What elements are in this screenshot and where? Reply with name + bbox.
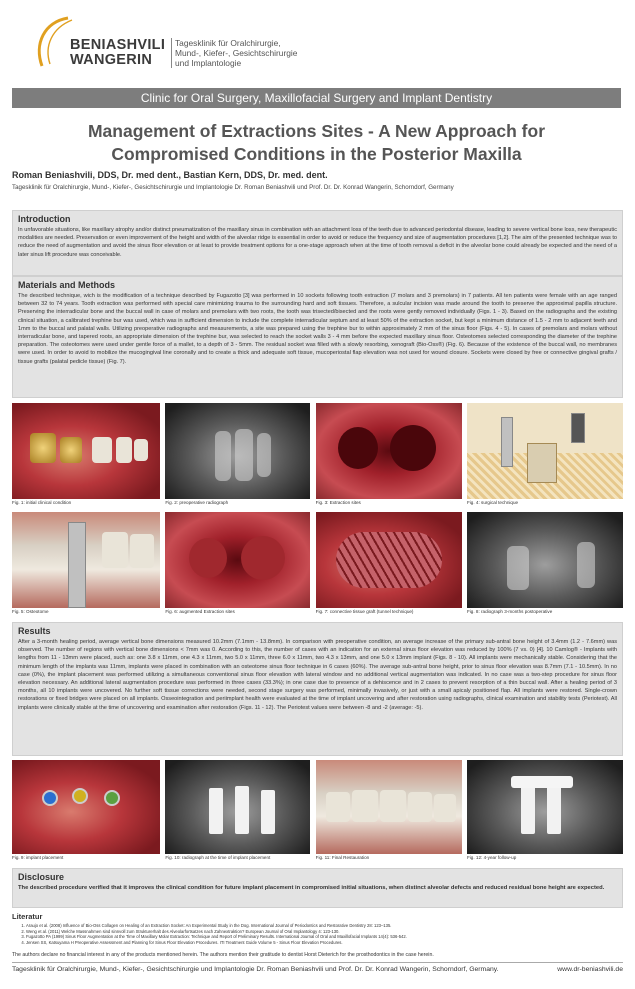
figure-12 bbox=[467, 760, 623, 860]
figure-2-image bbox=[165, 403, 310, 499]
figure-4 bbox=[467, 403, 623, 505]
figure-3 bbox=[316, 403, 462, 505]
figure-4-caption: Fig. 4: surgical technique bbox=[466, 500, 519, 505]
figure-12-image bbox=[467, 760, 623, 854]
figure-3-image bbox=[316, 403, 462, 499]
logo-line-1: BENIASHVILI bbox=[70, 37, 166, 53]
methods-text: The described technique, wich is the modification of a technique described by Fugazotto [3] was performed in 10 sockets following tooth extraction (7 molars and 3 premolars) in 7 patients. All ten patients were female with an age ranged between 32 to 74 years. Tooth extraction was performed with special care minimizing trauma to the surrounding hard and soft tissues. Therefore, a sulcular incision was made around the tooth to preserve the approximal papilla structure. Preserving the interradicular bone and the buccal wall in case of molars and premolars with two roots, the tooth was trisected/bisected and the roots were gently removed individually (Figs. 1 - 3). Based on the radiographs and the existing clinical situation, a calibrated trephine bur was used, which was in sufficient dimension to include the complete interradicular septum and at least 50% of the extraction socket, but kept a minimum distance of 1.5 - 2 mm to adjacent teeth and 1mm to the buccal and palatal walls. Utilizing preoperative radiographs and measurements, a site was prepared using the trephine bur to within approximately 2 mm of the sinus floor (Figs. 4 - 5). In cases of premolars and molars without interradicular bone, and tapered roots, an appropriate dimension of the trephine bur, was selected to reach the socket walls 3 - 4 mm before the expected maxillary sinus floor. Osteotomes selected corresponding the diameter of the trephine preparation. The osteotomes were used under gentle force of a mallet, to a depth of 3 - 5mm. The residual socket was filled with a slowly resorbing, xenograft (Bio-Oss®) (Fig. 6). Because of the existence of the buccal wall, no membranes were used. In order to avoid to mobilize the mucogingival line coronally and to create a thick and adequate soft tissue, mucoperiostal flap elevation was not used for wound closure. Sockets were closed by free or connective gingival grafts / tissue grafts (palatal pedicle tissue) (Fig. 7). bbox=[18, 293, 617, 365]
results-text: After a 3-month healing period, average vertical bone dimensions measured 10.2mm (7.1mm - 13.8mm). In comparison with preoperative condition, an average increase of the primary sub-antral bone height of 3.4mm (1.2 - 7.6mm) was observed. The number of regions with vertical bone dimensions < 7mm was 0. According to this, the number of cases with an indication for an external sinus floor elevation was reduced by 100% (7 vs. 0) [4]. 10 Camlog® - Implants with lengths from 11 - 13mm were placed, such as: one 3.8 x 11mm, one 4.3 x 11mm, two 5.0 x 11mm, three 6.0 x 11mm, two 4.3 x 13mm, and one 5.0 x 13mm implant (Figs. 8 - 10). All implants were mechanically stable. Considering that the minimum length of the implants was 11mm, implants were placed in combination with an osteotome sinus floor technique in 6 cases (60%). The average sub-antral bone height, prior to sinus floor elevation was 8.7mm (7.1 - 10.5mm). In no case (0%), the implant placement was performed utilizing a simultaneous conventional sinus floor elevation with lateral window and no additional vertical augmentation was indicated. In no case was a two-step procedure for sinus floor elevation necessary. An additional lateral augmentation procedure was performed in three cases (33.3%); in one case due to presence of a dehiscence and in 2 cases to prevent resorption of a thin buccal wall. After a healing period of 3 months, all 10 implants were uncovered. No further soft tissue corrections were needed, second stage surgery was performed, minimally invasively, or just with a small apicaly positioned flap. All implants were restored. Single-crown restorations or fixed bridges were placed on all implants. Osseointegration and periimplant health were evaluated at the time of implant uncovering and after restoration using radiographs, clinical examination and stability tests (Periotest). All implants were clinically stable at the time of uncovering and examination after restoration (Figs. 11 - 12). The Periotest values were between -8 and -2 (average: -5). bbox=[18, 639, 617, 711]
figure-6-image bbox=[165, 512, 310, 608]
clinic-banner: Clinic for Oral Surgery, Maxillofacial Surgery and Implant Dentistry bbox=[12, 88, 621, 108]
literature-list bbox=[12, 923, 623, 945]
disclosure-heading: Disclosure bbox=[18, 872, 65, 882]
logo-line-2: WANGERIN bbox=[70, 52, 153, 68]
figure-1-caption: Fig. 1: initial clinical condition bbox=[12, 500, 72, 505]
figure-1 bbox=[12, 403, 160, 505]
footer-text: Tagesklinik für Oralchirurgie, Mund-, Kiefer-, Gesichtschirurgie und Implantologie Dr. Roman Beniashvili und Prof. Dr. Dr. Konrad Wangerin, Schorndorf, Germany. bbox=[12, 966, 499, 973]
figure-6 bbox=[165, 512, 310, 614]
figure-11-caption: Fig. 11: Final Restauration bbox=[315, 855, 370, 860]
figure-2-caption: Fig. 2: preoperative radiograph bbox=[165, 500, 229, 505]
logo-subtitle-line-3: und Implantologie bbox=[175, 58, 242, 68]
figure-8-caption: Fig. 8: radiograph 3-months postoperative bbox=[466, 609, 553, 614]
logo-subtitle-line-1: Tagesklinik für Oralchirurgie, bbox=[175, 38, 281, 48]
declaration: The authors declare no financial interest in any of the products mentioned herein. The authors mention their gratitude to dentist Horst Dieterich for the prosthodontics in the case herein. bbox=[12, 952, 434, 958]
figure-9-caption: Fig. 9: implant placement bbox=[12, 855, 64, 860]
disclosure-section bbox=[12, 868, 623, 908]
logo-subtitle-line-2: Mund-, Kiefer-, Gesichtschirurgie bbox=[175, 48, 298, 58]
logo-divider bbox=[171, 38, 172, 68]
figure-7-image bbox=[316, 512, 462, 608]
figure-10 bbox=[165, 760, 310, 860]
introduction-text: In unfavorable situations, like maxillary atrophy and/or distinct pneumatization of the maxillary sinus in combination with an attachment loss of the teeth due to advanced periodontal disease, leading to severe vertical bone loss, new therapeutic modalities are needed. Preservation or even improvement of the height and width of the alveolar ridge is essential in order to avoid or reduce the frequency and size of augmentation procedures [1,2]. The aim of the presented technique was to reduce the need of augmentation and avoid the sinus floor elevation or at least to provide treatment options for a one-stage approach when at the time of tooth removal a deficit in the alveolar bone could already be expected and the need of a later sinus lift procedure was conceivable. bbox=[18, 227, 617, 258]
figure-11-image bbox=[316, 760, 462, 854]
literature-item: 2. Weng et al. (2011) Welche Massnahmen sind sinnvoll zum Strukturerhalt des Alveolarfortsatzes nach Zahnextraktion? European Journal of Oral Implantology 4: 123-130. bbox=[26, 929, 623, 935]
figure-12-caption: Fig. 12: 4-year follow-up bbox=[466, 855, 517, 860]
figure-4-image bbox=[467, 403, 623, 499]
figure-5-caption: Fig. 5: Osteotome bbox=[12, 609, 49, 614]
figure-5-image bbox=[12, 512, 160, 608]
methods-heading: Materials and Methods bbox=[18, 280, 116, 290]
introduction-section bbox=[12, 210, 623, 276]
literature-heading: Literatur bbox=[12, 912, 43, 921]
literature-section bbox=[12, 912, 623, 945]
results-heading: Results bbox=[18, 626, 51, 636]
footer-url-link[interactable]: www.dr-beniashvili.de bbox=[557, 966, 623, 973]
methods-section bbox=[12, 276, 623, 398]
poster-title bbox=[12, 120, 621, 166]
header bbox=[0, 0, 635, 88]
authors: Roman Beniashvili, DDS, Dr. med dent., Bastian Kern, DDS, Dr. med. dent. bbox=[12, 170, 328, 180]
poster-title-line-1: Management of Extractions Sites - A New Approach for bbox=[87, 121, 546, 141]
figure-10-image bbox=[165, 760, 310, 854]
figure-3-caption: Fig. 3: Extraction sites bbox=[315, 500, 361, 505]
literature-item: 3. Fugazotto PA (1999) Sinus Floor Augmentation at the Time of Maxillary Molar Extraction: Technique and Report of Preliminary Results. International Journal of Oral and Maxillofacial Implants 14(4): 536-542. bbox=[26, 934, 623, 940]
figure-9-image bbox=[12, 760, 160, 854]
poster-title-line-2: Compromised Conditions in the Posterior Maxilla bbox=[111, 144, 522, 164]
figure-row-2 bbox=[12, 512, 623, 614]
literature-item: 4. Jensen SS, Katsuyama H Preoperative Assessment and Planning for Sinus Floor Elevation Procedures. ITI Treatment Guide Volume 5 - Sinus Floor Elevation Procedures. bbox=[26, 940, 623, 946]
logo-name bbox=[70, 38, 165, 68]
figure-11 bbox=[316, 760, 462, 860]
figure-row-1 bbox=[12, 403, 623, 505]
logo-subtitle bbox=[175, 38, 315, 68]
figure-2 bbox=[165, 403, 310, 505]
figure-9 bbox=[12, 760, 160, 860]
introduction-heading: Introduction bbox=[18, 214, 71, 224]
figure-row-3 bbox=[12, 760, 623, 860]
literature-item: 1. Araujo et al. (2008) Influence of Bio-Oss Collagen on Healing of an Extraction Socket: An Experimental Study in the Dog. International Journal of Periodontics and Restorative Dentistry 28: 123–135. bbox=[26, 923, 623, 929]
footer-divider bbox=[12, 962, 623, 963]
results-section bbox=[12, 622, 623, 756]
figure-5 bbox=[12, 512, 160, 614]
affiliation: Tagesklinik für Oralchirurgie, Mund-, Kiefer-, Gesichtschirurgie und Implantologie Dr. Roman Beniashvili und Prof. Dr. Dr. Konrad Wangerin, Schorndorf, Germany bbox=[12, 184, 454, 191]
disclosure-text: The described procedure verified that it improves the clinical condition for future implant placement in compromised initial situations, when distinct alveolar defects and reduced residual bone height are expected. bbox=[18, 885, 605, 891]
figure-8-image bbox=[467, 512, 623, 608]
figure-1-image bbox=[12, 403, 160, 499]
figure-7 bbox=[316, 512, 462, 614]
figure-8 bbox=[467, 512, 623, 614]
figure-7-caption: Fig. 7: connective tissue graft (tunnel technique) bbox=[315, 609, 414, 614]
figure-6-caption: Fig. 6: augmented Extraction sites bbox=[165, 609, 235, 614]
figure-10-caption: Fig. 10: radiograph at the time of implant placement bbox=[165, 855, 271, 860]
